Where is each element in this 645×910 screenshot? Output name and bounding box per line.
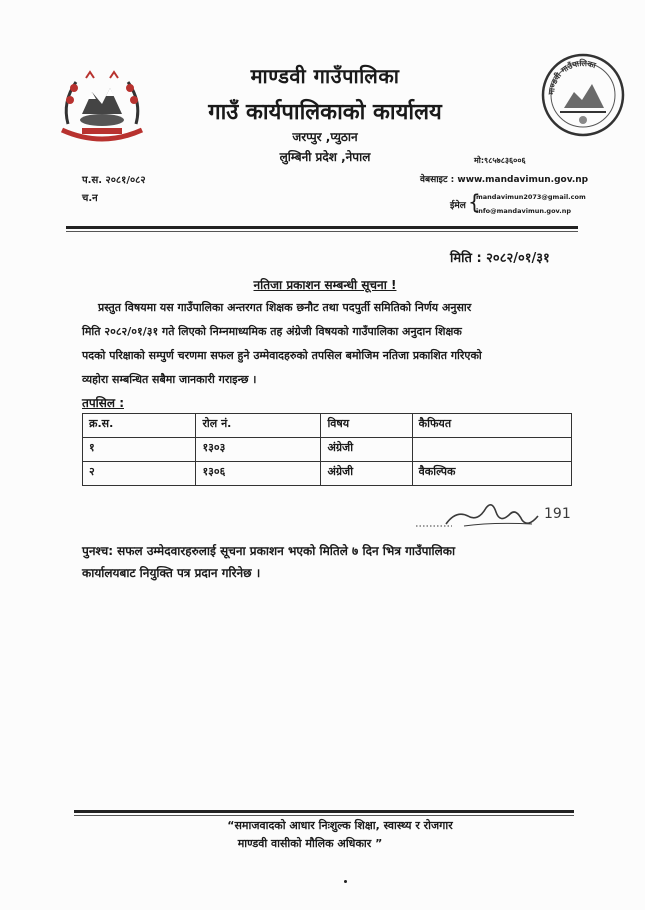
column-header-roll: रोल नं. bbox=[196, 414, 321, 438]
signature-icon bbox=[412, 498, 582, 532]
footer-divider bbox=[74, 810, 574, 813]
notice-line-3: पदको परिक्षाको सम्पुर्ण चरणमा सफल हुने उम्मेवादहरुको तपसिल बमोजिम नतिजा प्रकाशित गरिएको bbox=[82, 349, 482, 362]
list-heading: तपसिल : bbox=[82, 396, 124, 410]
notice-line-2: मिति २०८२/०१/३१ गते लिएको निम्नमाध्यमिक तह अंग्रेजी विषयको गाउँपालिका अनुदान शिक्षक bbox=[82, 325, 462, 338]
footer-slogan-line-2: माण्डवी वासीको मौलिक अधिकार ” bbox=[237, 837, 383, 850]
nepal-emblem-icon bbox=[52, 68, 152, 148]
notice-title: नतिजा प्रकाशन सम्बन्धी सूचना ! bbox=[253, 278, 397, 292]
results-table bbox=[82, 413, 572, 486]
municipality-seal-icon bbox=[540, 52, 626, 138]
email-brace-icon: { bbox=[468, 190, 481, 214]
cell-serial: २ bbox=[83, 462, 196, 486]
dispatch-number: च.न bbox=[82, 193, 98, 204]
office-title: गाउँ कार्यपालिकाको कार्यालय bbox=[208, 100, 442, 125]
phone-number: मो:९८५७८३६००६ bbox=[474, 156, 526, 165]
cell-roll: १३०६ bbox=[196, 462, 321, 486]
stray-mark bbox=[344, 880, 347, 883]
cell-subject: अंग्रेजी bbox=[321, 438, 412, 462]
table-header-row bbox=[83, 414, 572, 438]
cell-serial: १ bbox=[83, 438, 196, 462]
cell-remarks: वैकल्पिक bbox=[412, 462, 571, 486]
header-divider bbox=[66, 226, 578, 229]
cell-roll: १३०३ bbox=[196, 438, 321, 462]
table-row bbox=[83, 462, 572, 486]
reference-number: प.स. २०८१/०८२ bbox=[82, 175, 146, 186]
notice-line-1: प्रस्तुत विषयमा यस गाउँपालिका अन्तरगत शिक्षक छनौट तथा पदपुर्ती समितिको निर्णय अनुसार bbox=[98, 301, 472, 314]
column-header-remarks: कैफियत bbox=[412, 414, 571, 438]
website-address: वेबसाइट : www.mandavimun.gov.np bbox=[420, 175, 589, 185]
column-header-serial: क्र.स. bbox=[83, 414, 196, 438]
organization-title: माण्डवी गाउँपालिका bbox=[250, 64, 400, 88]
footer-divider-thin bbox=[74, 815, 574, 816]
table-row bbox=[83, 438, 572, 462]
postscript bbox=[82, 540, 582, 584]
header-divider-thin bbox=[66, 231, 578, 232]
email-address-2: info@mandavimun.gov.np bbox=[476, 207, 572, 215]
cell-remarks bbox=[412, 438, 571, 462]
footer-slogan-line-1: “समाजवादको आधार निःशुल्क शिक्षा, स्वास्थ्य र रोजगार bbox=[227, 819, 453, 832]
postscript-line-2: कार्यालयबाट नियुक्ति पत्र प्रदान गरिनेछ । bbox=[82, 566, 261, 580]
email-label: ईमेल bbox=[450, 201, 466, 211]
notice-line-4: व्यहोरा सम्बन्धित सबैमा जानकारी गराइन्छ । bbox=[82, 373, 257, 386]
postscript-line-1: पुनश्च: सफल उम्मेदवारहरुलाई सूचना प्रकाशन भएको मितिले ७ दिन भित्र गाउँपालिका bbox=[82, 544, 456, 558]
cell-subject: अंग्रेजी bbox=[321, 462, 412, 486]
signature-date: 191 bbox=[544, 506, 571, 522]
address-line-2: लुम्बिनी प्रदेश ,नेपाल bbox=[279, 150, 371, 164]
column-header-subject: विषय bbox=[321, 414, 412, 438]
seal-text: माण्डवी गाउँपालिका bbox=[546, 58, 597, 96]
address-line-1: जरप्पुर ,प्युठान bbox=[292, 130, 358, 144]
email-address-1: mandavimun2073@gmail.com bbox=[476, 193, 586, 201]
notice-date: मिति : २०८२/०१/३१ bbox=[450, 251, 550, 266]
